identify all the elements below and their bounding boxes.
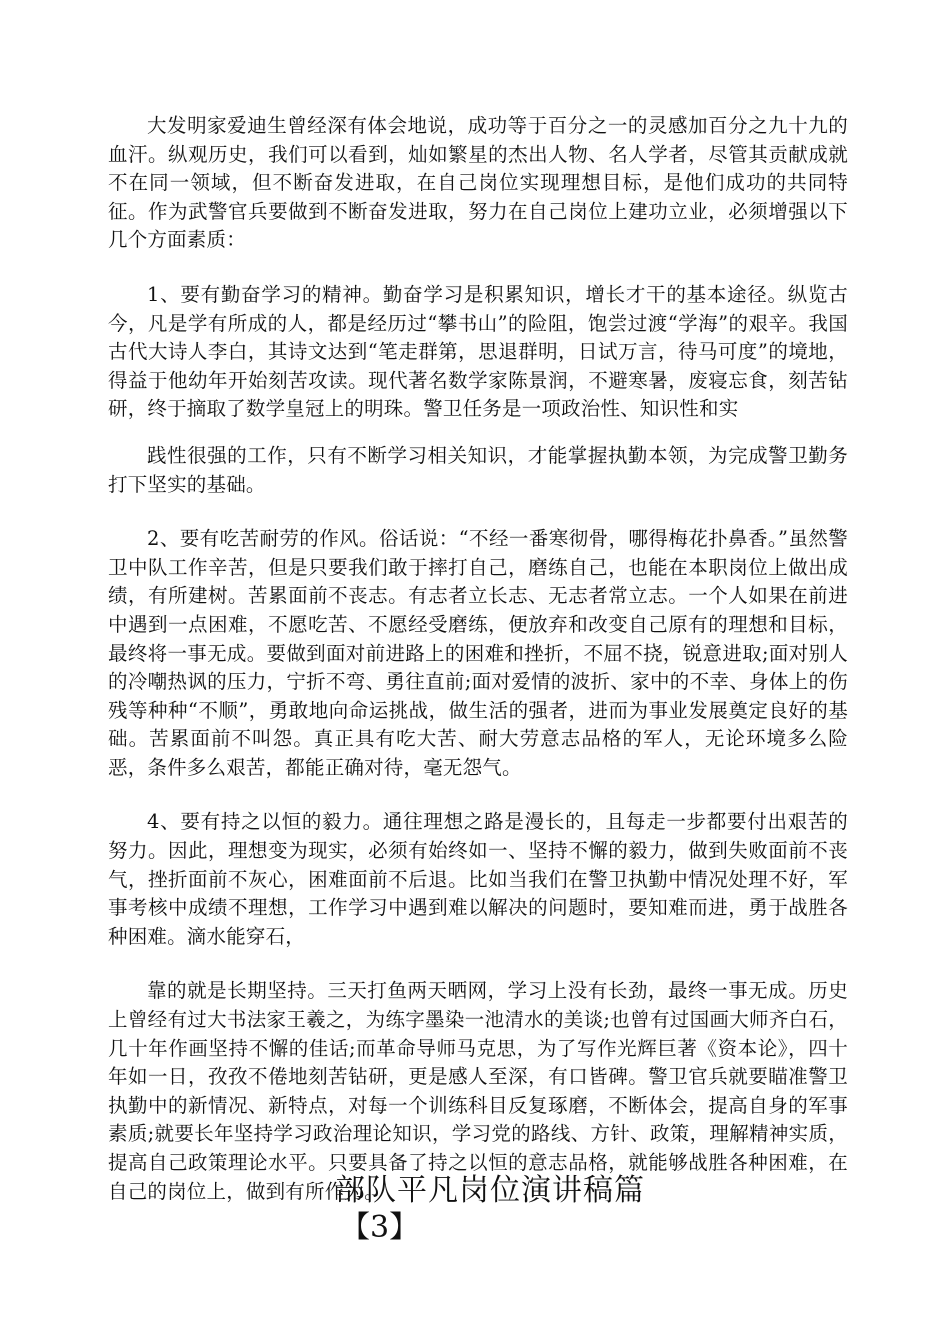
paragraph-point-4: 4、要有持之以恒的毅力。通往理想之路是漫长的，且每走一步都要付出艰苦的努力。因此，理想变为现实，必须有始终如一、坚持不懈的毅力，做到失败面前不丧气，挫折面前不灰心，困难面前不后退。比如当我们在警卫执勤中情况处理不好，军事考核中成绩不理想，工作学习中遇到难以解决的问题时，要知难而进，勇于战胜各种困难。滴水能穿石，	[108, 810, 848, 948]
section-title: 部队平凡岗位演讲稿篇	[335, 1173, 645, 1208]
section-number: 【3】	[340, 1210, 420, 1245]
paragraph-point-1: 1、要有勤奋学习的精神。勤奋学习是积累知识，增长才干的基本途径。纵览古今，凡是学有所成的人，都是经历过“攀书山”的险阻，饱尝过渡“学海”的艰辛。我国古代大诗人李白，其诗文达到“笔走群第，思退群明，日试万言，待马可度”的境地，得益于他幼年开始刻苦攻读。现代著名数学家陈景润，不避寒暑，废寝忘食，刻苦钻研，终于摘取了数学皇冠上的明珠。警卫任务是一项政治性、知识性和实	[108, 282, 848, 421]
paragraph-point-4-continued: 靠的就是长期坚持。三天打鱼两天晒网，学习上没有长劲，最终一事无成。历史上曾经有过大书法家王羲之，为练字墨染一池清水的美谈;也曾有过国画大师齐白石，几十年作画坚持不懈的佳话;而革命导师马克思，为了写作光辉巨著《资本论》，四十年如一日，孜孜不倦地刻苦钻研，更是感人至深，有口皆碑。警卫官兵就要瞄准警卫执勤中的新情况、新特点，对每一个训练科目反复琢磨，不断体会，提高自身的军事素质;就要长年坚持学习政治理论知识，学习党的路线、方针、政策，理解精神实质，提高自己政策理论水平。只要具备了持之以恒的意志品格，就能够战胜各种困难，在自己的岗位上，做到有所作为。	[108, 979, 848, 1203]
paragraph-intro: 大发明家爱迪生曾经深有体会地说，成功等于百分之一的灵感加百分之九十九的血汗。纵观历史，我们可以看到，灿如繁星的杰出人物、名人学者，尽管其贡献成就不在同一领域，但不断奋发进取，在自己岗位实现理想目标，是他们成功的共同特征。作为武警官兵要做到不断奋发进取，努力在自己岗位上建功立业，必须增强以下几个方面素质：	[108, 114, 848, 252]
document-body	[108, 112, 848, 1206]
paragraph-point-2: 2、要有吃苦耐劳的作风。俗话说：“不经一番寒彻骨，哪得梅花扑鼻香。”虽然警卫中队工作辛苦，但是只要我们敢于摔打自己，磨练自己，也能在本职岗位上做出成绩，有所建树。苦累面前不丧志。有志者立长志、无志者常立志。一个人如果在前进中遇到一点困难，不愿吃苦、不愿经受磨练，便放弃和改变自己原有的理想和目标，最终将一事无成。要做到面对前进路上的困难和挫折，不屈不挠，锐意进取;面对别人的冷嘲热讽的压力，宁折不弯、勇往直前;面对爱情的波折、家中的不幸、身体上的伤残等种种“不顺”，勇敢地向命运挑战，做生活的强者，进而为事业发展奠定良好的基础。苦累面前不叫怨。真正具有吃大苦、耐大劳意志品格的军人，无论环境多么险恶，条件多么艰苦，都能正确对待，毫无怨气。	[108, 527, 848, 779]
section-heading	[0, 1172, 950, 1246]
paragraph-point-1-continued: 践性很强的工作，只有不断学习相关知识，才能掌握执勤本领，为完成警卫勤务打下坚实的基础。	[108, 443, 848, 496]
